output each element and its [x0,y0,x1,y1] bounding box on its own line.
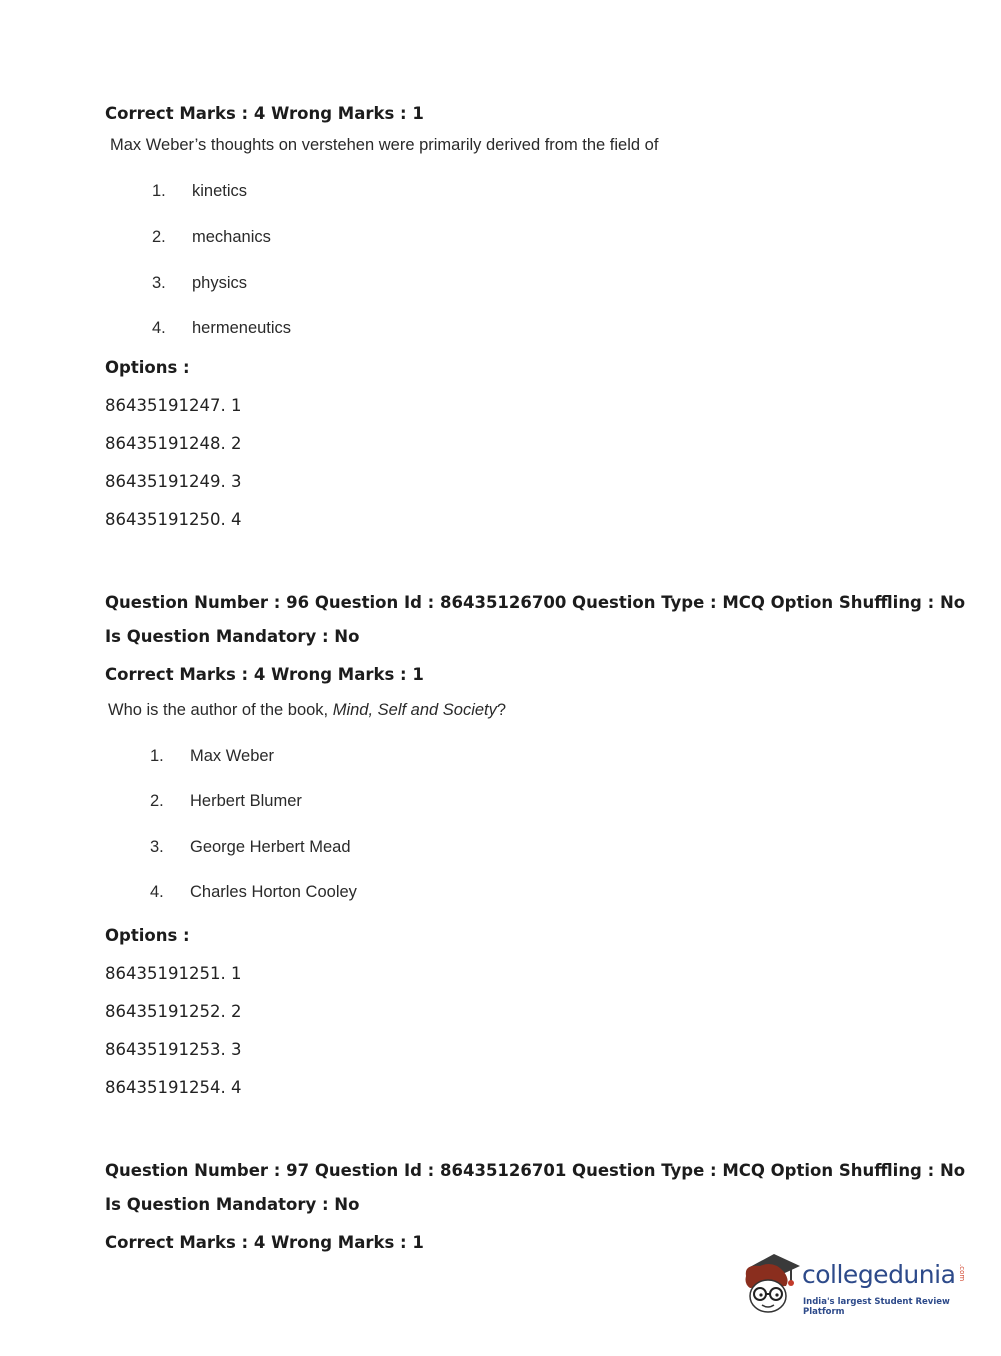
choice-text: physics [192,274,248,292]
collegedunia-logo [740,1250,970,1320]
choice-number: 3. [150,838,164,856]
choice-number: 1. [150,747,164,765]
answer-choice [150,838,470,858]
choice-text: Herbert Blumer [190,792,302,810]
answer-choice [152,228,452,248]
book-title: Mind, Self and Society [332,701,497,719]
correct-wrong-marks: Correct Marks : 4 Wrong Marks : 1 [105,665,424,684]
correct-wrong-marks: Correct Marks : 4 Wrong Marks : 1 [105,104,424,123]
choice-text: hermeneutics [192,319,292,337]
question-text: Max Weber’s thoughts on verstehen were primarily derived from the field of [110,136,659,154]
option-id: 86435191253. 3 [105,1040,242,1059]
question-text [108,701,506,720]
answer-choice [150,883,470,903]
choice-number: 3. [152,274,166,292]
answer-choice [150,747,470,767]
choice-number: 2. [152,228,166,246]
choice-text: Charles Horton Cooley [190,883,357,901]
options-label: Options : [105,358,190,377]
choice-text: Max Weber [190,747,275,765]
options-label: Options : [105,926,190,945]
option-id: 86435191254. 4 [105,1078,242,1097]
question-prefix: Who is the author of the book, [108,701,333,719]
question-header: Question Number : 97 Question Id : 86435126701 Question Type : MCQ Option Shuffling : No [105,1161,966,1180]
choice-text: kinetics [192,182,248,200]
option-id: 86435191252. 2 [105,1002,242,1021]
correct-wrong-marks: Correct Marks : 4 Wrong Marks : 1 [105,1233,424,1252]
mandatory-flag: Is Question Mandatory : No [105,1195,360,1214]
choice-text: George Herbert Mead [190,838,351,856]
answer-choice [152,319,452,339]
option-id: 86435191247. 1 [105,396,242,415]
answer-choice [152,182,452,202]
option-id: 86435191251. 1 [105,964,242,983]
choice-number: 2. [150,792,164,810]
choice-text: mechanics [192,228,271,246]
logo-dotcom: .com [958,1264,966,1282]
mascot-icon [740,1250,802,1320]
option-id: 86435191250. 4 [105,510,242,529]
option-id: 86435191249. 3 [105,472,242,491]
question-suffix: ? [496,701,507,719]
logo-wordmark: collegedunia [802,1260,956,1289]
choice-number: 4. [152,319,166,337]
choice-number: 1. [152,182,166,200]
option-id: 86435191248. 2 [105,434,242,453]
mandatory-flag: Is Question Mandatory : No [105,627,360,646]
choice-number: 4. [150,883,164,901]
question-header: Question Number : 96 Question Id : 86435126700 Question Type : MCQ Option Shuffling : No [105,593,966,612]
logo-tagline: India's largest Student Review Platform [803,1297,950,1317]
answer-choice [152,274,452,294]
answer-choice [150,792,470,812]
